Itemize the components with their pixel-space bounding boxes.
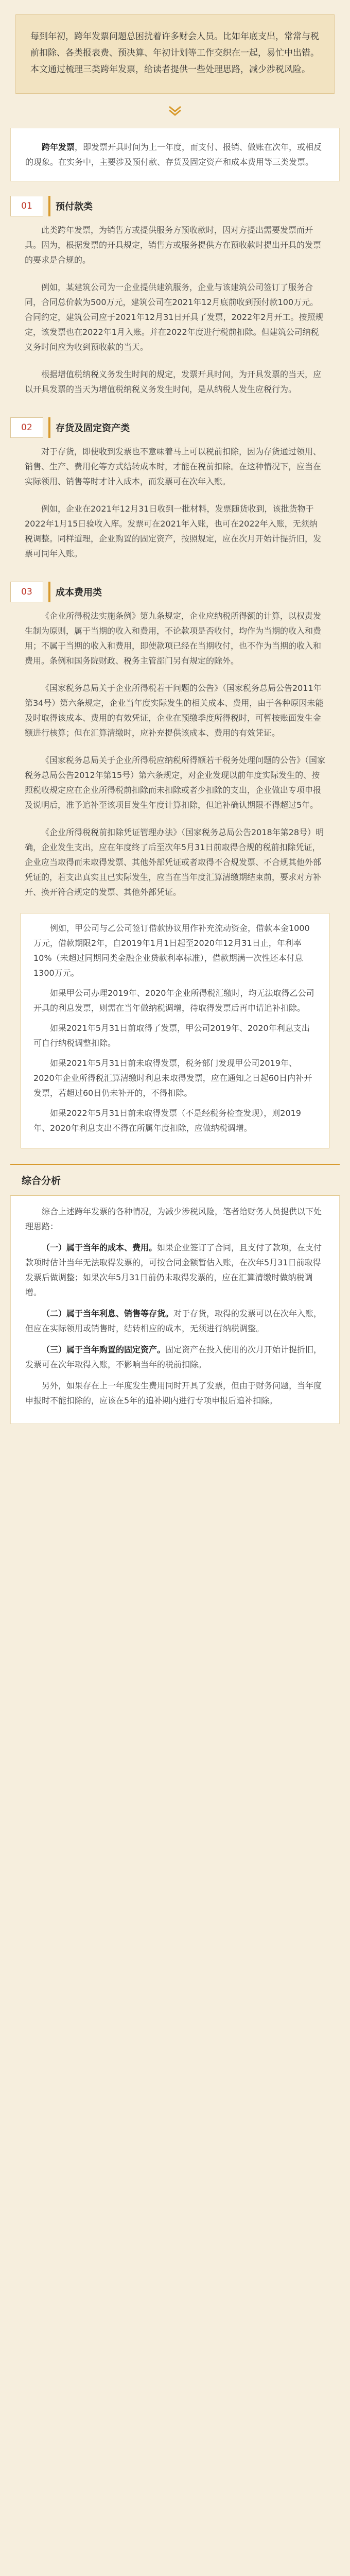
example-para-3: 如果2021年5月31日前取得了发票，甲公司2019年、2020年利息支出可自行纳税调整扣除。	[33, 1023, 310, 1048]
summary-item-label: （二）属于当年利息、销售等存货。	[42, 1309, 174, 1318]
section-header-03	[10, 582, 340, 602]
section-02-para-2: 例如，企业在2021年12月31日收到一批材料，发票随货收到，该批货物于2022年1月15日验收入库。发票可在2021年入账，也可在2022年入账，无须纳税调整。同样道理，企业购置的固定资产，按照规定，应在次月开始计提折旧，发票可同年入账。	[25, 504, 322, 558]
intro-box	[15, 14, 335, 94]
section-bar	[48, 582, 50, 602]
overview-card	[10, 128, 340, 181]
section-01-para-1: 此类跨年发票，为销售方或提供服务方预收款时，因对方提出需要发票而开具。因为，根据发票的开具规定，销售方或服务提供方在预收款时提出开具的发票的要求是合规的。	[25, 225, 322, 265]
section-bar	[48, 196, 50, 216]
section-01-para-3: 根据增值税纳税义务发生时间的规定，发票开具时间，为开具发票的当天，应以开具发票的当天为增值税纳税义务发生时间，是从纳税人发生应税行为。	[25, 369, 322, 394]
example-para-5: 如果2022年5月31日前未取得发票（不是经税务检查发现），则2019年、2020年利息支出不得在所属年度扣除，应做纳税调增。	[33, 1108, 301, 1133]
summary-box	[10, 1196, 340, 1424]
summary-item-text: 如果企业签订了合同，且支付了款项，在支付款项时估计当年无法取得发票的，可按合同金额暂估入账，在次年5月31日前取得发票后做调整；如果次年5月31日前仍未取得发票的，应在汇算清缴时做纳税调增。	[25, 1243, 322, 1297]
section-title: 预付款类	[56, 201, 93, 212]
section-number: 02	[10, 417, 43, 438]
example-para-4: 如果2021年5月31日前未取得发票，税务部门发现甲公司2019年、2020年企业所得税汇算清缴时利息未取得发票，应在通知之日起60日内补开发票，若超过60日仍未补开的，不得扣除。	[33, 1058, 312, 1098]
section-03-para-2: 《国家税务总局关于企业所得税若干问题的公告》（国家税务总局公告2011年第34号）第六条规定，企业当年度实际发生的相关成本、费用，由于各种原因未能及时取得该成本、费用的有效凭证，企业在预缴季度所得税时，可暂按账面发生金额进行核算；但在汇算清缴时，应补充提供该成本、费用的有效凭证。	[25, 683, 324, 738]
section-01-para-2: 例如，某建筑公司为一企业提供建筑服务，企业与该建筑公司签订了服务合同，合同总价款为500万元，建筑公司在2021年12月底前收到预付款100万元。合同约定，建筑公司应于2021年12月31日开具了发票，2022年2月开工。按照规定，该发票也在2022年1月入账。并在2022年度进行税前扣除。但建筑公司纳税义务时间应为收到预收款的当天。	[25, 282, 324, 352]
summary-item-2	[25, 1306, 325, 1336]
summary-item-text: 固定资产在投入使用的次月开始计提折旧，发票可在次年取得入账，不影响当年的税前扣除。	[25, 1345, 322, 1369]
overview-lead: 跨年发票	[42, 142, 75, 152]
example-para-2: 如果甲公司办理2019年、2020年企业所得税汇缴时，均无法取得乙公司开具的利息发票，则需在当年做纳税调增，待取得发票后再申请追补扣除。	[33, 988, 314, 1013]
summary-closing: 另外，如果存在上一年度发生费用同时开具了发票，但由于财务问题，当年度申报时不能扣除的，应该在5年的追补期内进行专项申报后追补扣除。	[25, 1381, 322, 1405]
summary-title: 综合分析	[10, 1164, 340, 1196]
section-number: 03	[10, 582, 43, 602]
intro-text: 每到年初，跨年发票问题总困扰着许多财会人员。比如年底支出，常常与税前扣除、各类报表费、预决算、年初计划等工作交织在一起，易忙中出错。本文通过梳理三类跨年发票，给读者提供一些处理思路，减少涉税风险。	[30, 31, 319, 75]
summary-item-label: （一）属于当年的成本、费用。	[42, 1243, 157, 1252]
section-header-01	[10, 196, 340, 216]
section-header-02	[10, 417, 340, 438]
section-03-para-1: 《企业所得税法实施条例》第九条规定，企业应纳税所得额的计算，以权责发生制为原则，属于当期的收入和费用，不论款项是否收付，均作为当期的收入和费用；不属于当期的收入和费用，即使款项已经在当期收付，也不作为当期的收入和费用。条例和国务院财政、税务主管部门另有规定的除外。	[25, 611, 322, 666]
summary-item-1	[25, 1240, 325, 1300]
summary-lead: 综合上述跨年发票的各种情况，为减少涉税风险，笔者给财务人员提供以下处理思路：	[25, 1207, 322, 1231]
section-03-para-3: 《国家税务总局关于企业所得税应纳税所得额若干税务处理问题的公告》（国家税务总局公告2012年第15号）第六条规定，对企业发现以前年度实际发生的、按照税收规定应在企业所得税前扣除而未扣除或者少扣除的支出，企业做出专项申报及说明后，准予追补至该项目发生年度计算扣除，但追补确认期限不得超过5年。	[25, 755, 326, 810]
overview-text: ，即发票开具时间为上一年度，而支付、报销、做账在次年，或相反的现象。在实务中，主要涉及预付款、存货及固定资产和成本费用等三类发票。	[25, 142, 322, 167]
chevron-down-icon	[0, 105, 350, 118]
section-title: 存货及固定资产类	[56, 423, 130, 434]
section-title: 成本费用类	[56, 587, 102, 598]
summary-item-3	[25, 1342, 325, 1372]
section-number: 01	[10, 196, 43, 216]
section-02-para-1: 对于存货，即使收到发票也不意味着马上可以税前扣除，因为存货通过领用、销售、生产、费用化等方式结转成本时，才能在税前扣除。在这种情况下，应当在实际领用、销售等时才计入成本，而发票可在次年入账。	[25, 447, 322, 486]
summary-item-label: （三）属于当年购置的固定资产。	[42, 1345, 166, 1354]
example-para-1: 例如，甲公司与乙公司签订借款协议用作补充流动资金，借款本金1000万元，借款期限2年，自2019年1月1日起至2020年12月31日止，年利率10%（未超过同期同类金融企业贷款利率标准），借款期满一次性还本付息1300万元。	[33, 923, 310, 978]
section-03-para-4: 《企业所得税税前扣除凭证管理办法》（国家税务总局公告2018年第28号）明确，企业发生支出，应在年度终了后至次年5月31日前取得合规的税前扣除凭证，企业应当取得而未取得发票、其他外部凭证或者取得不合规发票、不合规其他外部凭证的，若支出真实且已实际发生，应当在当年度汇算清缴期结束前，要求对方补开、换开符合规定的发票、其他外部凭证。	[25, 827, 324, 897]
summary-item-text: 对于存货，取得的发票可以在次年入账，但应在实际领用或销售时，结转相应的成本，无须进行纳税调整。	[25, 1309, 322, 1333]
section-bar	[48, 417, 50, 438]
example-box	[21, 913, 329, 1148]
